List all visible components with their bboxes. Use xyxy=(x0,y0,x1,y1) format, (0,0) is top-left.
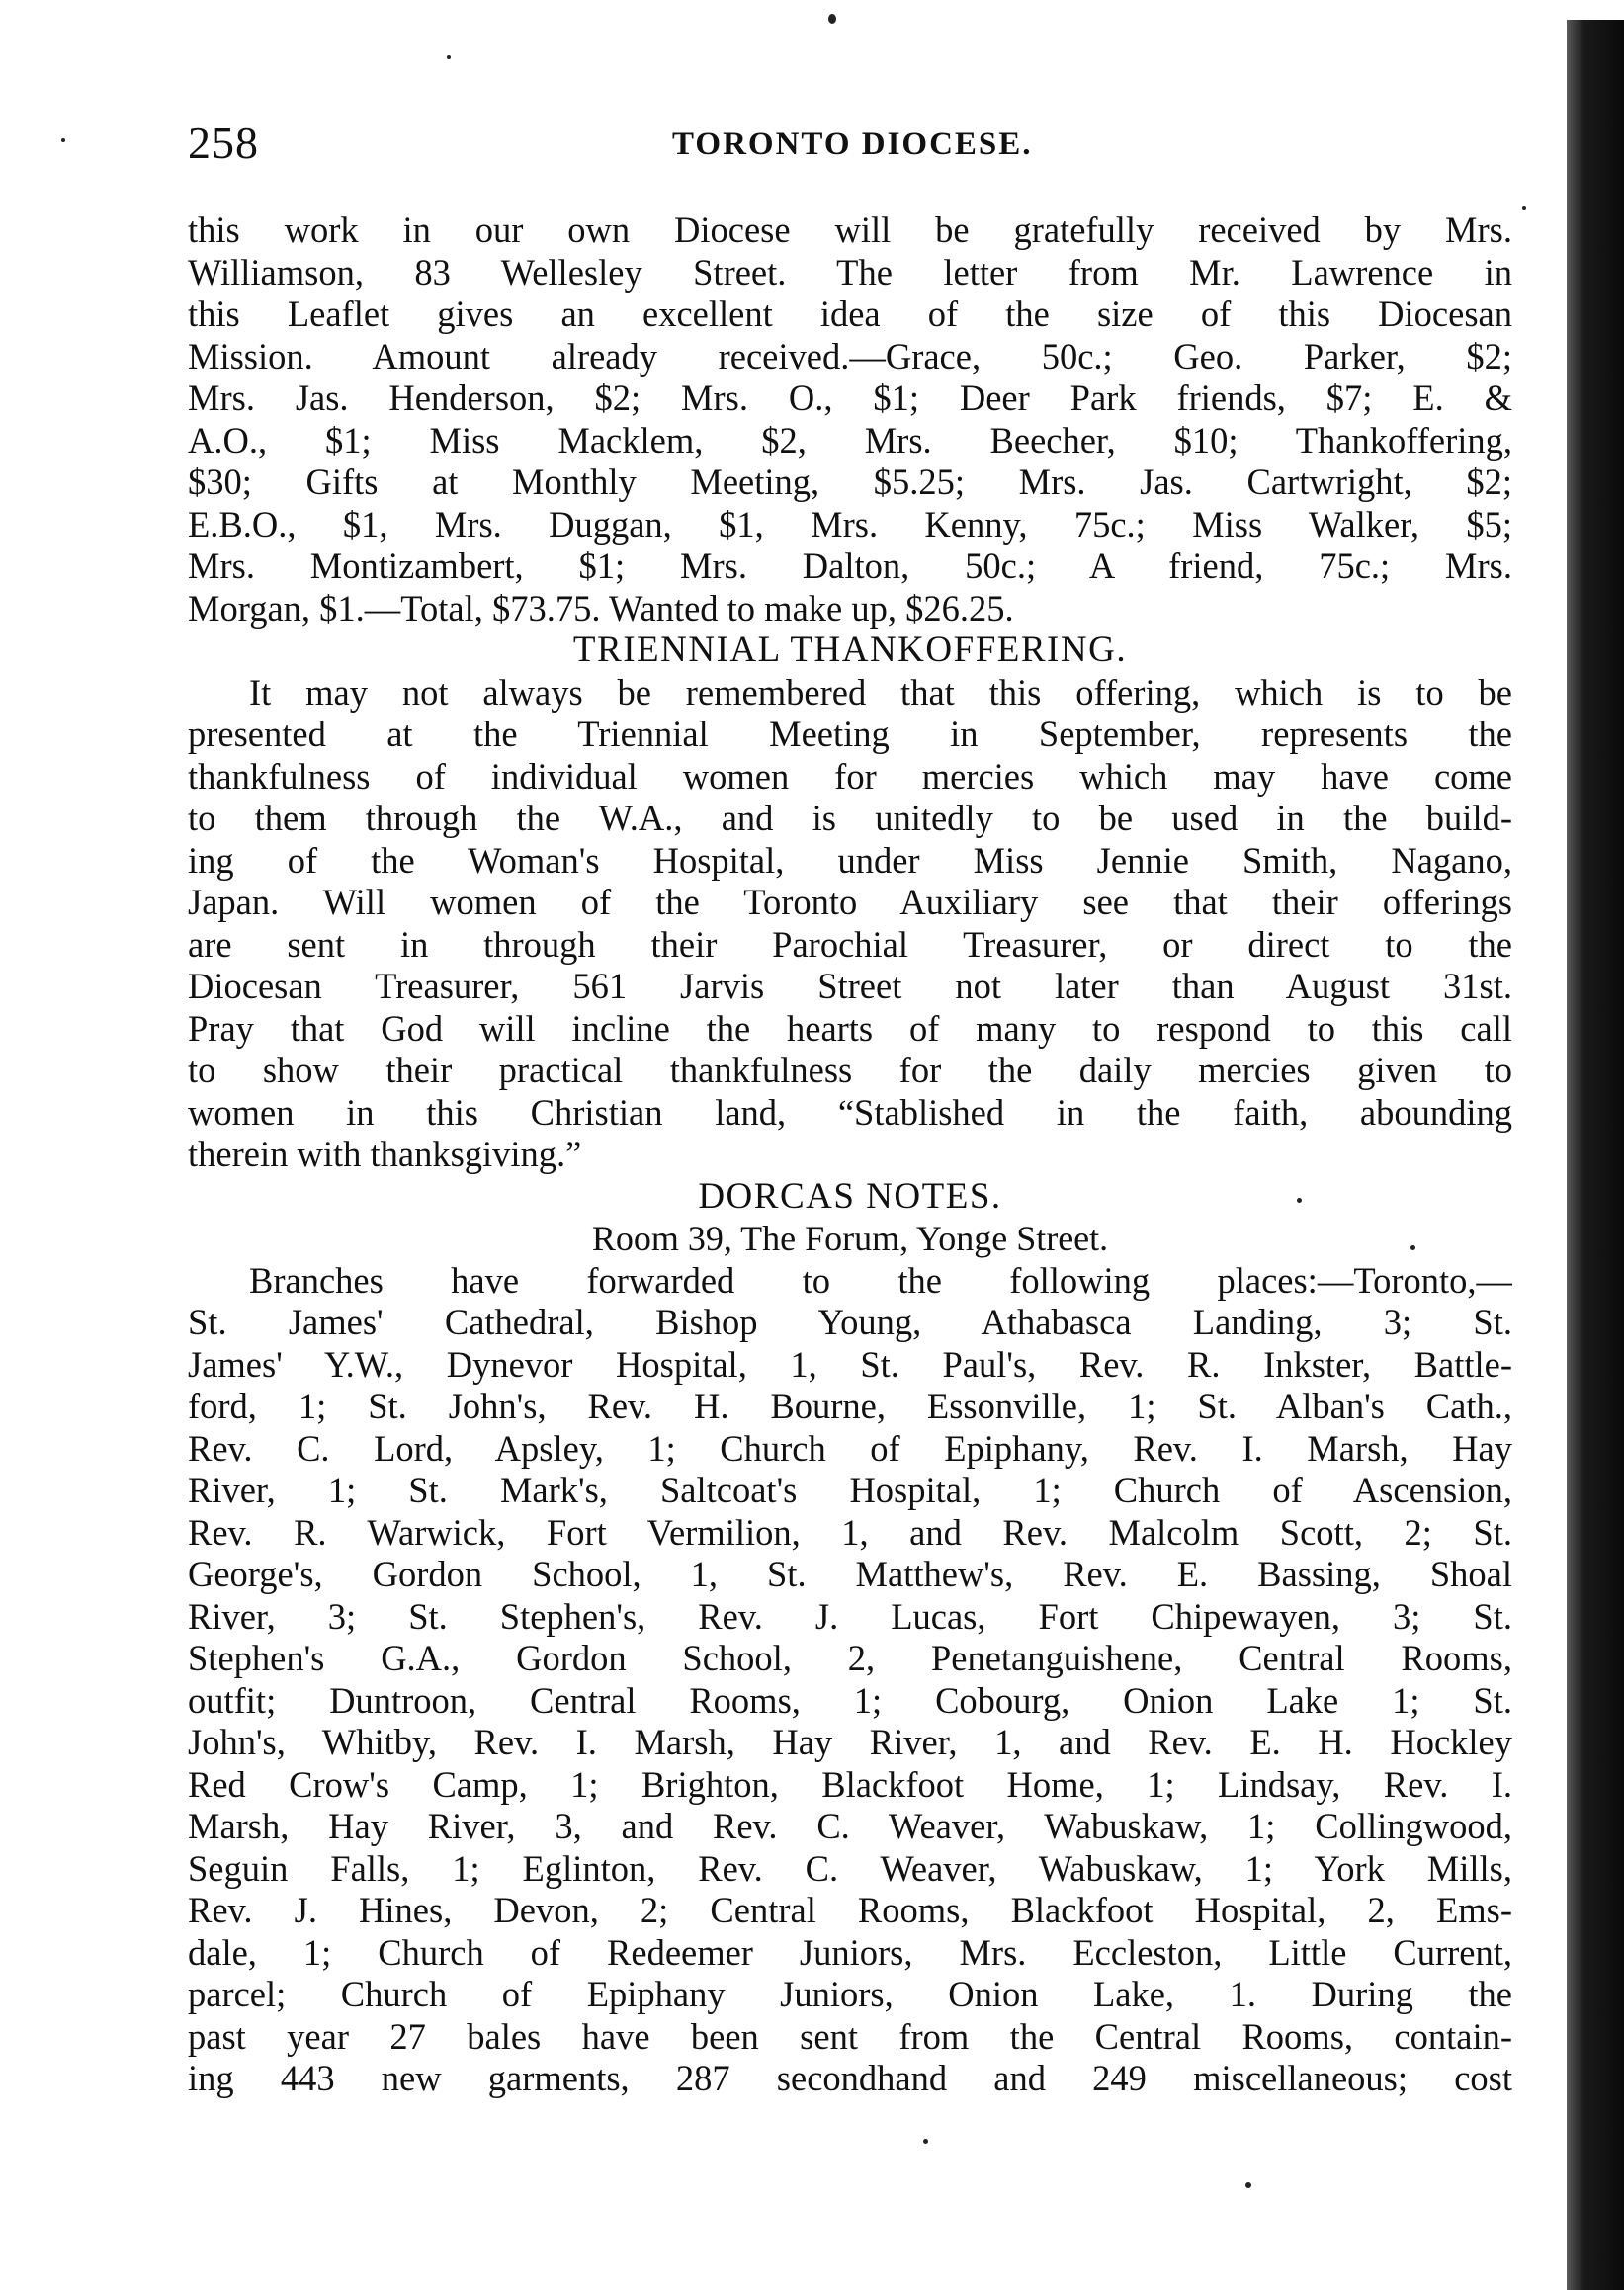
text-line: Pray that God will incline the hearts of many to respond to this call xyxy=(188,1007,1512,1049)
page-number: 258 xyxy=(188,118,259,168)
text-line: are sent in through their Parochial Treasurer, or direct to the xyxy=(188,923,1512,965)
text-line: dale, 1; Church of Redeemer Juniors, Mrs. Eccleston, Little Current, xyxy=(188,1931,1512,1973)
text-line: Mrs. Jas. Henderson, $2; Mrs. O., $1; Deer Park friends, $7; E. & xyxy=(188,378,1512,418)
text-line: $30; Gifts at Monthly Meeting, $5.25; Mrs. Jas. Cartwright, $2; xyxy=(188,462,1512,502)
text-line: women in this Christian land, “Stablished in the faith, abounding xyxy=(188,1091,1512,1133)
book-binding-edge xyxy=(1567,20,1624,2290)
text-line: St. James' Cathedral, Bishop Young, Athabasca Landing, 3; St. xyxy=(188,1302,1512,1342)
text-line: Morgan, $1.—Total, $73.75. Wanted to make up, $26.25. xyxy=(188,587,1014,629)
text-line: A.O., $1; Miss Macklem, $2, Mrs. Beecher, $10; Thankoffering, xyxy=(188,419,1512,461)
text-line: this Leaflet gives an excellent idea of the size of this Diocesan xyxy=(188,294,1512,334)
text-line: E.B.O., $1, Mrs. Duggan, $1, Mrs. Kenny, 75c.; Miss Walker, $5; xyxy=(188,503,1512,545)
text-line: outfit; Duntroon, Central Rooms, 1; Cobourg, Onion Lake 1; St. xyxy=(188,1679,1512,1721)
text-line: John's, Whitby, Rev. I. Marsh, Hay River, 1, and Rev. E. H. Hockley xyxy=(188,1722,1512,1762)
section-dorcas-notes xyxy=(188,1176,1512,2100)
text-line: Japan. Will women of the Toronto Auxiliary see that their offerings xyxy=(188,882,1512,922)
text-line: therein with thanksgiving.” xyxy=(188,1134,582,1174)
ink-speck xyxy=(447,55,451,59)
running-head: TORONTO DIOCESE. xyxy=(672,127,1033,162)
text-line: Branches have forwarded to the following places:—Toronto,— xyxy=(249,1259,1512,1301)
text-line: this work in our own Diocese will be gratefully received by Mrs. xyxy=(188,210,1512,250)
text-line: parcel; Church of Epiphany Juniors, Onion Lake, 1. During the xyxy=(188,1974,1512,2014)
text-line: It may not always be remembered that this offering, which is to be xyxy=(249,671,1512,713)
text-line: River, 1; St. Mark's, Saltcoat's Hospital, 1; Church of Ascension, xyxy=(188,1470,1512,1510)
text-line: Stephen's G.A., Gordon School, 2, Penetanguishene, Central Rooms, xyxy=(188,1638,1512,1678)
text-line: Seguin Falls, 1; Eglinton, Rev. C. Weaver, Wabuskaw, 1; York Mills, xyxy=(188,1847,1512,1889)
text-line: ford, 1; St. John's, Rev. H. Bourne, Essonville, 1; St. Alban's Cath., xyxy=(188,1386,1512,1426)
text-line: Mission. Amount already received.—Grace, 50c.; Geo. Parker, $2; xyxy=(188,335,1512,377)
text-line: thankfulness of individual women for mercies which may have come xyxy=(188,755,1512,797)
page-header xyxy=(188,117,1512,176)
ink-speck xyxy=(923,2139,928,2144)
body-text xyxy=(188,210,1512,2100)
section-subheading: Room 39, The Forum, Yonge Street. xyxy=(591,1219,1109,1258)
text-line: Diocesan Treasurer, 561 Jarvis Street not later than August 31st. xyxy=(188,966,1512,1006)
section-triennial-thankoffering xyxy=(188,630,1512,1176)
text-line: George's, Gordon School, 1, St. Matthew's, Rev. E. Bassing, Shoal xyxy=(188,1554,1512,1594)
text-line: past year 27 bales have been sent from the Central Rooms, contain- xyxy=(188,2015,1512,2057)
ink-speck xyxy=(61,138,65,142)
text-line: Marsh, Hay River, 3, and Rev. C. Weaver, Wabuskaw, 1; Collingwood, xyxy=(188,1806,1512,1846)
text-line: Mrs. Montizambert, $1; Mrs. Dalton, 50c.; A friend, 75c.; Mrs. xyxy=(188,546,1512,586)
text-line: to them through the W.A., and is unitedly to be used in the build- xyxy=(188,798,1512,838)
text-line: Rev. R. Warwick, Fort Vermilion, 1, and Rev. Malcolm Scott, 2; St. xyxy=(188,1511,1512,1553)
text-line: Rev. J. Hines, Devon, 2; Central Rooms, Blackfoot Hospital, 2, Ems- xyxy=(188,1890,1512,1930)
ink-speck xyxy=(1522,206,1526,210)
ink-speck xyxy=(828,14,836,24)
section-diocesan-mission xyxy=(188,210,1512,630)
text-line: James' Y.W., Dynevor Hospital, 1, St. Paul's, Rev. R. Inkster, Battle- xyxy=(188,1343,1512,1385)
ink-speck xyxy=(1245,2182,1251,2188)
text-line: Rev. C. Lord, Apsley, 1; Church of Epiphany, Rev. I. Marsh, Hay xyxy=(188,1427,1512,1469)
text-line: ing of the Woman's Hospital, under Miss Jennie Smith, Nagano, xyxy=(188,839,1512,881)
text-line: ing 443 new garments, 287 secondhand and 249 miscellaneous; cost xyxy=(188,2058,1512,2098)
text-line: River, 3; St. Stephen's, Rev. J. Lucas, Fort Chipewayen, 3; St. xyxy=(188,1595,1512,1637)
text-line: presented at the Triennial Meeting in September, represents the xyxy=(188,714,1512,754)
text-line: Williamson, 83 Wellesley Street. The letter from Mr. Lawrence in xyxy=(188,251,1512,293)
text-line: to show their practical thankfulness for the daily mercies given to xyxy=(188,1050,1512,1090)
text-line: Red Crow's Camp, 1; Brighton, Blackfoot Home, 1; Lindsay, Rev. I. xyxy=(188,1763,1512,1805)
section-heading: DORCAS NOTES. xyxy=(698,1175,1002,1217)
section-heading: TRIENNIAL THANKOFFERING. xyxy=(572,630,1128,670)
